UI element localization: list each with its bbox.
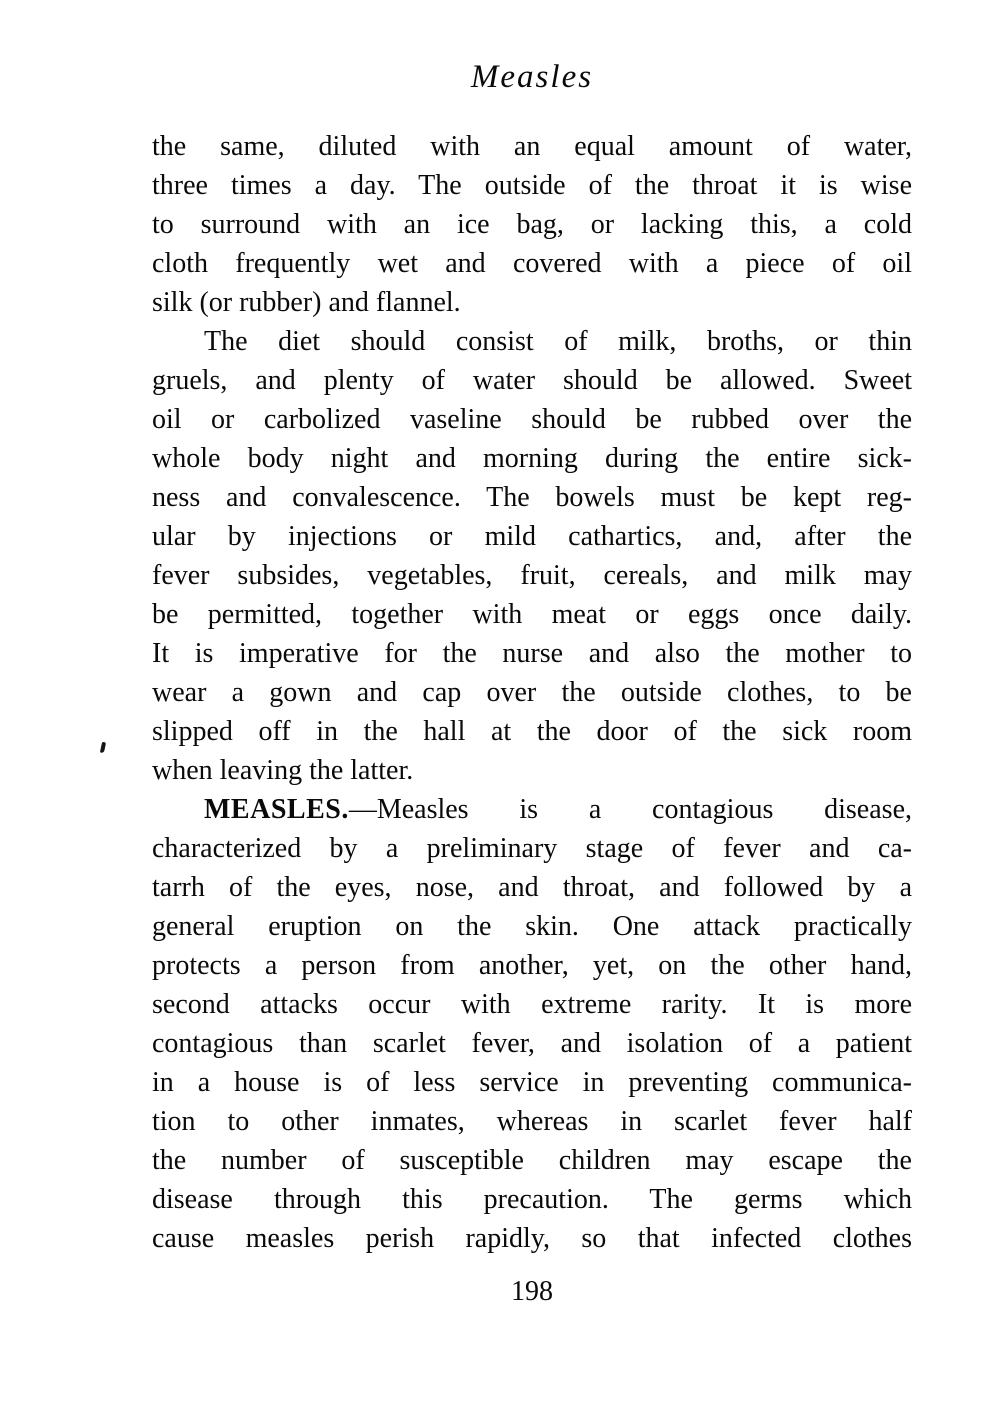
text-line — [152, 1219, 912, 1258]
text-segment: in a house is of less service in preventing communica- — [152, 1067, 912, 1098]
text-segment: slipped off in the hall at the door of the sick room — [152, 716, 912, 747]
text-segment: whole body night and morning during the entire sick- — [152, 443, 912, 474]
text-line — [152, 517, 912, 556]
text-line — [152, 400, 912, 439]
text-segment: fever subsides, vegetables, fruit, cereals, and milk may — [152, 560, 912, 591]
text-segment: gruels, and plenty of water should be allowed. Sweet — [152, 365, 912, 396]
text-segment: cloth frequently wet and covered with a piece of oil — [152, 248, 912, 279]
text-segment: —Measles is a contagious disease, — [348, 794, 912, 825]
text-line — [152, 322, 912, 361]
text-segment: protects a person from another, yet, on the other hand, — [152, 950, 912, 981]
text-segment: when leaving the latter. — [152, 755, 414, 786]
text-line — [152, 1063, 912, 1102]
text-segment: be permitted, together with meat or eggs once daily. — [152, 599, 912, 630]
text-line — [152, 712, 912, 751]
text-segment: contagious than scarlet fever, and isolation of a patient — [152, 1028, 912, 1059]
paragraph — [152, 790, 912, 1258]
text-line — [152, 634, 912, 673]
text-line — [152, 1141, 912, 1180]
text-segment: silk (or rubber) and flannel. — [152, 287, 461, 318]
text-segment: second attacks occur with extreme rarity. It is more — [152, 989, 912, 1020]
text-line — [152, 985, 912, 1024]
text-line — [152, 1102, 912, 1141]
text-segment: tarrh of the eyes, nose, and throat, and followed by a — [152, 872, 912, 903]
text-line — [152, 1180, 912, 1219]
text-line — [152, 829, 912, 868]
paragraph — [152, 127, 912, 322]
body-text — [152, 127, 912, 1258]
text-line — [152, 478, 912, 517]
text-segment: ness and convalescence. The bowels must be kept reg- — [152, 482, 912, 513]
text-segment: tion to other inmates, whereas in scarlet fever half — [152, 1106, 912, 1137]
text-segment: three times a day. The outside of the throat it is wise — [152, 170, 912, 201]
page-number: 198 — [511, 1276, 553, 1307]
text-segment: general eruption on the skin. One attack practically — [152, 911, 912, 942]
text-line — [152, 244, 912, 283]
text-segment: ular by injections or mild cathartics, and, after the — [152, 521, 912, 552]
text-segment: oil or carbolized vaseline should be rubbed over the — [152, 404, 912, 435]
text-line — [152, 673, 912, 712]
text-segment: The diet should consist of milk, broths, or thin — [204, 326, 912, 357]
text-line — [152, 868, 912, 907]
text-line — [152, 439, 912, 478]
text-line — [152, 1024, 912, 1063]
section-keyword: MEASLES. — [204, 794, 349, 825]
text-line — [152, 283, 912, 322]
text-line — [152, 556, 912, 595]
text-segment: disease through this precaution. The germs which — [152, 1184, 912, 1215]
text-line — [152, 166, 912, 205]
text-line — [152, 205, 912, 244]
text-line — [152, 361, 912, 400]
text-line — [152, 595, 912, 634]
text-line — [152, 790, 912, 829]
text-line — [152, 946, 912, 985]
text-segment: cause measles perish rapidly, so that infected clothes — [152, 1223, 912, 1254]
text-segment: It is imperative for the nurse and also the mother to — [152, 638, 912, 669]
text-segment: the same, diluted with an equal amount of water, — [152, 131, 912, 162]
text-line — [152, 127, 912, 166]
text-segment: to surround with an ice bag, or lacking this, a cold — [152, 209, 912, 240]
text-line — [152, 751, 912, 790]
paragraph — [152, 322, 912, 790]
text-line — [152, 907, 912, 946]
scan-speck — [100, 742, 106, 754]
page-title: Measles — [470, 59, 594, 95]
text-segment: wear a gown and cap over the outside clothes, to be — [152, 677, 912, 708]
text-segment: characterized by a preliminary stage of fever and ca- — [152, 833, 912, 864]
text-segment: the number of susceptible children may escape the — [152, 1145, 912, 1176]
